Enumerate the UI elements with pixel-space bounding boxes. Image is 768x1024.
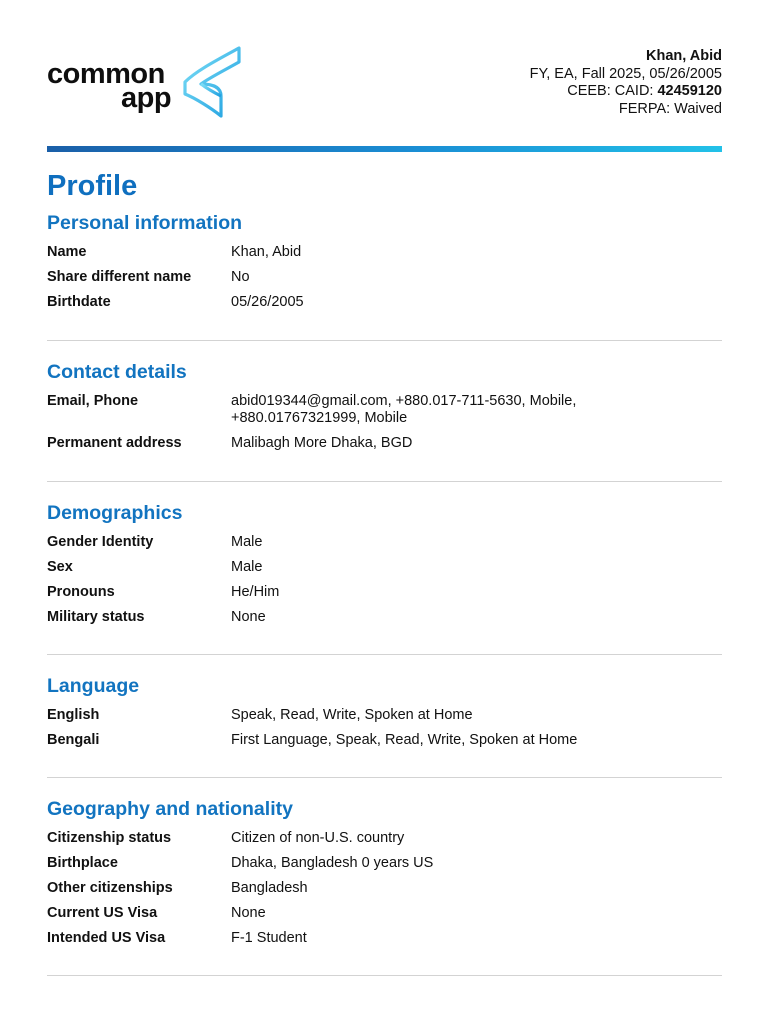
field-label: Sex [47, 559, 73, 575]
field-value: No [231, 269, 250, 285]
field-label: Bengali [47, 732, 100, 748]
field-row [47, 609, 722, 626]
field-row [47, 559, 722, 576]
section-divider [47, 777, 722, 778]
field-value: 05/26/2005 [231, 294, 304, 310]
field-row [47, 732, 722, 749]
field-value: Dhaka, Bangladesh 0 years US [231, 855, 434, 871]
field-label: Other citizenships [47, 880, 173, 896]
header-rule [47, 146, 722, 152]
field-value [231, 393, 722, 427]
field-label: Email, Phone [47, 393, 139, 409]
field-value: He/Him [231, 584, 280, 600]
field-value: None [231, 609, 266, 625]
field-label: Current US Visa [47, 905, 158, 921]
section-divider [47, 654, 722, 655]
field-row [47, 905, 722, 922]
field-label: Gender Identity [47, 534, 154, 550]
section-divider [47, 975, 722, 976]
common-app-logo [47, 44, 247, 120]
field-label: Military status [47, 609, 145, 625]
application-details: FY, EA, Fall 2025, 05/26/2005 [529, 65, 722, 82]
field-value: Speak, Read, Write, Spoken at Home [231, 707, 473, 723]
section-demographics [47, 502, 722, 634]
ceeb-caid [530, 83, 722, 101]
field-row [47, 393, 722, 427]
section-divider [47, 481, 722, 482]
section-divider [47, 340, 722, 341]
field-label: Share different name [47, 269, 192, 285]
section-heading: Personal information [47, 212, 243, 234]
field-label: Citizenship status [47, 830, 172, 846]
field-label: Birthdate [47, 294, 111, 310]
section-geography-nationality [47, 798, 722, 955]
field-row [47, 534, 722, 551]
common-app-mark-icon [181, 44, 243, 120]
field-row [47, 830, 722, 847]
email-phone-line: +880.01767321999, Mobile [231, 410, 408, 426]
field-value: None [231, 905, 266, 921]
field-label: Birthplace [47, 855, 118, 871]
field-row [47, 707, 722, 724]
field-value: Male [231, 559, 263, 575]
field-value: First Language, Speak, Read, Write, Spoken at Home [231, 732, 578, 748]
field-row [47, 435, 722, 452]
field-label: Name [47, 244, 87, 260]
section-heading: Demographics [47, 502, 183, 524]
field-row [47, 269, 722, 286]
section-heading: Geography and nationality [47, 798, 293, 820]
field-row [47, 294, 722, 311]
logo-wordmark-app: app [121, 82, 172, 114]
ceeb-label: CEEB: CAID: [567, 83, 658, 99]
field-value: Citizen of non-U.S. country [231, 830, 405, 846]
field-row [47, 244, 722, 261]
section-heading: Language [47, 675, 140, 697]
field-row [47, 930, 722, 947]
section-personal-information [47, 212, 722, 319]
section-heading: Contact details [47, 361, 187, 383]
field-row [47, 880, 722, 897]
field-label: Pronouns [47, 584, 115, 600]
field-value: Khan, Abid [231, 244, 302, 260]
field-label: English [47, 707, 100, 723]
section-contact-details [47, 361, 722, 460]
field-label: Intended US Visa [47, 930, 166, 946]
email-phone-line: abid019344@gmail.com, +880.017-711-5630, Mobile, [231, 393, 577, 409]
field-row [47, 584, 722, 601]
caid-value: 42459120 [657, 83, 722, 99]
section-language [47, 675, 722, 757]
field-value: Malibagh More Dhaka, BGD [231, 435, 413, 451]
field-label: Permanent address [47, 435, 182, 451]
applicant-name: Khan, Abid [646, 48, 722, 64]
ferpa-status: FERPA: Waived [618, 100, 722, 117]
logo-wordmark-common: common [47, 58, 165, 90]
page-title: Profile [47, 170, 138, 202]
document-header [47, 40, 722, 130]
field-row [47, 855, 722, 872]
field-value: F-1 Student [231, 930, 307, 946]
applicant-summary [530, 48, 722, 118]
field-value: Bangladesh [231, 880, 308, 896]
field-value: Male [231, 534, 263, 550]
